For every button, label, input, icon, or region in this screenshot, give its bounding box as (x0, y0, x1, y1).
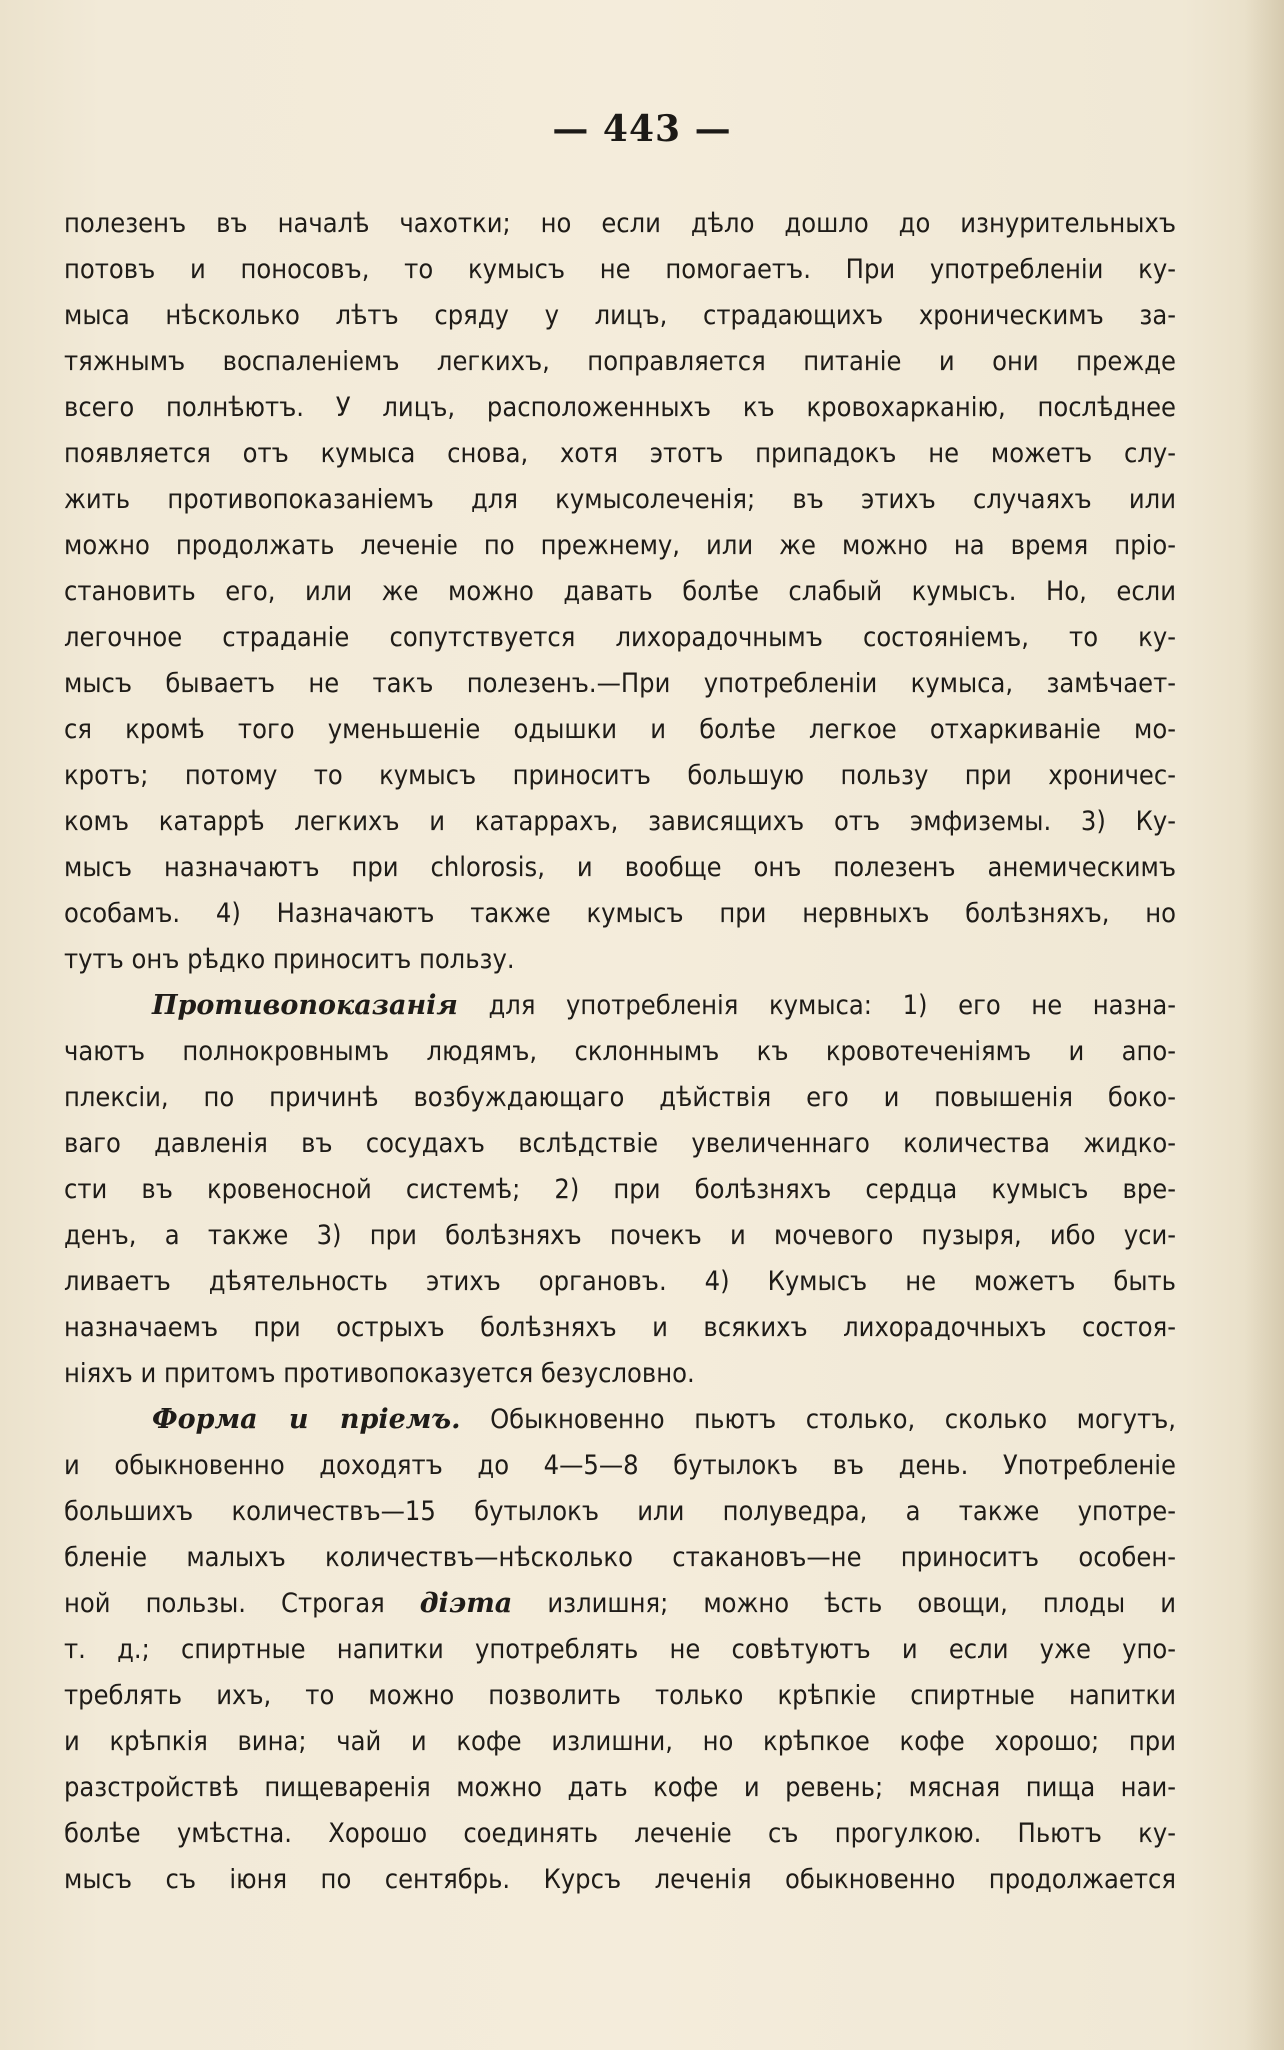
text-run: ной пользы. Строгая (64, 1588, 420, 1619)
text-line (64, 1581, 1176, 1627)
text-line: появляется отъ кумыса снова, хотя этотъ припадокъ не можетъ слу- (64, 438, 1176, 469)
text-line: становить его, или же можно давать болѣе слабый кумысъ. Но, если (64, 576, 1176, 607)
text-line: мысъ бываетъ не такъ полезенъ.—При употребленіи кумыса, замѣчает- (64, 668, 1176, 699)
text-line: денъ, а также 3) при болѣзняхъ почекъ и мочевого пузыря, ибо уси- (64, 1220, 1176, 1251)
text-line: плексіи, по причинѣ возбуждающаго дѣйствія его и повышенія боко- (64, 1082, 1176, 1113)
text-line: мыса нѣсколько лѣтъ сряду у лицъ, страдающихъ хроническимъ за- (64, 300, 1176, 331)
paragraph-first-line (64, 1397, 1176, 1443)
text-line: чаютъ полнокровнымъ людямъ, склоннымъ къ кровотеченіямъ и апо- (64, 1036, 1176, 1067)
text-line: тутъ онъ рѣдко приноситъ пользу. (64, 944, 515, 975)
text-run: излишня; можно ѣсть овощи, плоды и (547, 1588, 1176, 1619)
body-text (64, 201, 1176, 1903)
text-line: полезенъ въ началѣ чахотки; но если дѣло дошло до изнурительныхъ (64, 208, 1176, 239)
text-line: и крѣпкія вина; чай и кофе излишни, но крѣпкое кофе хорошо; при (64, 1726, 1176, 1757)
text-line: сти въ кровеносной системѣ; 2) при болѣзняхъ сердца кумысъ вре- (64, 1174, 1176, 1205)
text-line: и обыкновенно доходятъ до 4—5—8 бутылокъ въ день. Употребленіе (64, 1450, 1176, 1481)
page-number: — 443 — (552, 108, 732, 150)
text-line: мысъ съ іюня по сентябрь. Курсъ леченія обыкновенно продолжается (64, 1864, 1176, 1895)
text-line: большихъ количествъ—15 бутылокъ или полуведра, а также употре- (64, 1496, 1176, 1527)
text-line: можно продолжать леченіе по прежнему, или же можно на время пріо- (64, 530, 1176, 561)
text-line: легочное страданіе сопутствуется лихорадочнымъ состояніемъ, то ку- (64, 622, 1176, 653)
text-line: мысъ назначаютъ при chlorosis, и вообще онъ полезенъ анемическимъ (64, 852, 1176, 883)
text-line: тяжнымъ воспаленіемъ легкихъ, поправляется питаніе и они прежде (64, 346, 1176, 377)
text-line: всего полнѣютъ. У лицъ, расположенныхъ къ кровохарканію, послѣднее (64, 392, 1176, 423)
text-line: особамъ. 4) Назначаютъ также кумысъ при нервныхъ болѣзняхъ, но (64, 898, 1176, 929)
text-line: ніяхъ и притомъ противопоказуется безусловно. (64, 1358, 695, 1389)
text-line: ся кромѣ того уменьшеніе одышки и болѣе легкое отхаркиваніе мо- (64, 714, 1176, 745)
italic-term: діэта (419, 1588, 513, 1619)
text-line: назначаемъ при острыхъ болѣзняхъ и всякихъ лихорадочныхъ состоя- (64, 1312, 1176, 1343)
binding-shadow (1244, 0, 1284, 2050)
paragraph-first-line (64, 983, 1176, 1029)
text-line: разстройствѣ пищеваренія можно дать кофе и ревень; мясная пища наи- (64, 1772, 1176, 1803)
text-line: жить противопоказаніемъ для кумысолеченія; въ этихъ случаяхъ или (64, 484, 1176, 515)
text-line: кротъ; потому то кумысъ приноситъ большую пользу при хроничес- (64, 760, 1176, 791)
text-line: т. д.; спиртные напитки употреблять не совѣтуютъ и если уже упо- (64, 1634, 1176, 1665)
section-heading-contraindications: Противопоказанія (152, 990, 458, 1021)
text-line: потовъ и поносовъ, то кумысъ не помогаетъ. При употребленіи ку- (64, 254, 1176, 285)
text-line: болѣе умѣстна. Хорошо соединять леченіе съ прогулкою. Пьютъ ку- (64, 1818, 1176, 1849)
text-run: Обыкновенно пьютъ столько, сколько могутъ, (460, 1404, 1176, 1435)
text-line: ваго давленія въ сосудахъ вслѣдствіе увеличеннаго количества жидко- (64, 1128, 1176, 1159)
text-line: комъ катаррѣ легкихъ и катаррахъ, зависящихъ отъ эмфиземы. 3) Ку- (64, 806, 1176, 837)
text-line: бленіе малыхъ количествъ—нѣсколько стакановъ—не приноситъ особен- (64, 1542, 1176, 1573)
section-heading-form-and-dosage: Форма и пріемъ. (152, 1404, 461, 1435)
text-run: для употребленія кумыса: 1) его не назна- (457, 990, 1176, 1021)
text-line: ливаетъ дѣятельность этихъ органовъ. 4) Кумысъ не можетъ быть (64, 1266, 1176, 1297)
text-line: треблять ихъ, то можно позволить только крѣпкіе спиртные напитки (64, 1680, 1176, 1711)
